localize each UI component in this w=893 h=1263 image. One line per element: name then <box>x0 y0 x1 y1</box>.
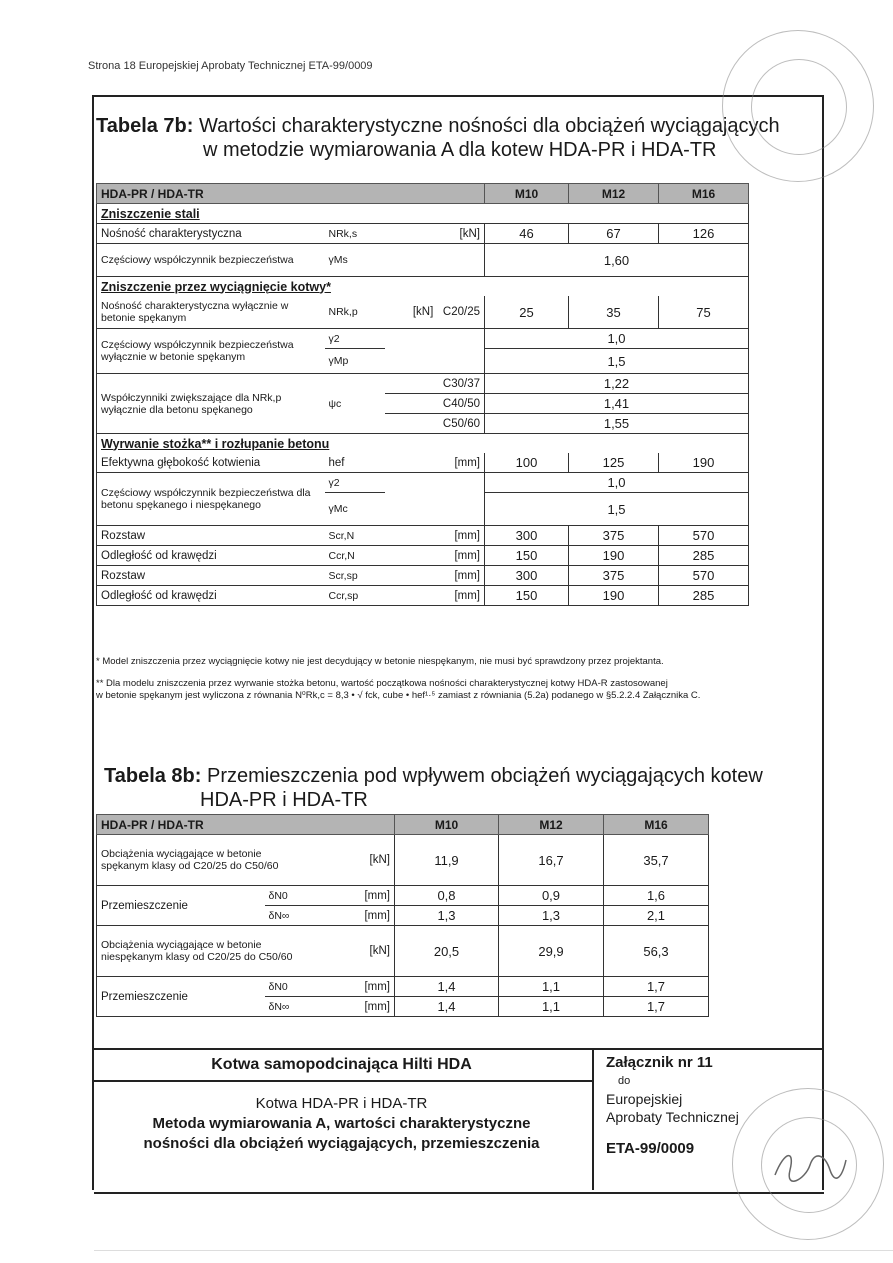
table-row <box>97 526 749 546</box>
section-pullout: Zniszczenie przez wyciągnięcie kotwy* <box>97 277 749 297</box>
frame-right <box>822 95 824 1190</box>
row-symbol: Ccr,N <box>325 546 385 566</box>
cell-value: 300 <box>485 526 569 546</box>
table-row <box>97 926 709 977</box>
table7-size-m10: M10 <box>485 184 569 204</box>
cell-value: 150 <box>485 546 569 566</box>
table-row <box>97 296 749 329</box>
footer-divider-vertical <box>592 1048 594 1190</box>
row-symbol: NRk,p <box>328 306 358 318</box>
cell-value: 1,6 <box>604 886 709 906</box>
table8-title-line2: HDA-PR i HDA-TR <box>200 789 368 811</box>
row-unit: [mm] <box>454 456 480 469</box>
footer-divider-horizontal <box>94 1080 592 1082</box>
row-unit: [mm] <box>385 566 485 586</box>
row-label: Rozstaw <box>97 526 325 546</box>
row-symbol: γMs <box>325 244 385 277</box>
row-label: Nośność charakterystyczna wyłącznie w betonie spękanym <box>97 296 325 329</box>
cell-value: 0,8 <box>395 886 499 906</box>
annex-number: Załącznik nr 11 <box>606 1054 713 1071</box>
table8-title-label: Tabela 8b: <box>104 765 202 787</box>
cell-value: 25 <box>485 296 569 329</box>
table-row <box>97 546 749 566</box>
table-row <box>97 329 749 349</box>
row-label: Przemieszczenie <box>97 977 265 1017</box>
cell-value: 285 <box>659 546 749 566</box>
cell-value: 46 <box>485 224 569 244</box>
cell-value: 190 <box>569 546 659 566</box>
table-row <box>97 835 709 886</box>
section-cone: Wyrwanie stożka** i rozłupanie betonu <box>97 434 749 454</box>
row-symbol: NRk,s <box>325 224 385 244</box>
cell-value: 150 <box>485 586 569 606</box>
cell-value: 1,0 <box>485 473 749 493</box>
row-symbol: δN∞ <box>268 909 290 922</box>
cell-value: 1,3 <box>395 906 499 926</box>
table7-header-row <box>97 184 749 204</box>
table8-size-m12: M12 <box>499 815 604 835</box>
table-row <box>97 374 749 394</box>
table8-col-header: HDA-PR / HDA-TR <box>97 815 395 835</box>
footnotes <box>96 656 746 707</box>
annex-do: do <box>618 1075 631 1087</box>
row-symbol: γ2 <box>325 473 385 493</box>
cell-value: 1,22 <box>485 374 749 394</box>
table-row <box>97 886 709 906</box>
annex-europe: Europejskiej <box>606 1091 683 1107</box>
row-symbol: δN∞ <box>265 997 305 1017</box>
row-label: Odległość od krawędzi <box>97 546 325 566</box>
table8-size-m16: M16 <box>604 815 709 835</box>
table7-title <box>96 114 780 162</box>
cell-value: 190 <box>569 586 659 606</box>
cell-value: 29,9 <box>499 926 604 977</box>
cell-value: 56,3 <box>604 926 709 977</box>
row-symbol: Ccr,sp <box>325 586 385 606</box>
row-unit: [mm] <box>305 997 395 1017</box>
table-row <box>97 244 749 277</box>
cell-value: 2,1 <box>604 906 709 926</box>
page-header: Strona 18 Europejskiej Aprobaty Technicznej ETA-99/0009 <box>88 60 373 72</box>
row-symbol: Scr,sp <box>325 566 385 586</box>
row-symbol: hef <box>328 456 345 469</box>
row-label: Częściowy współczynnik bezpieczeństwa dla betonu spękanego i niespękanego <box>97 473 325 526</box>
row-label: Częściowy współczynnik bezpieczeństwa wyłącznie w betonie spękanym <box>97 329 325 374</box>
annex-eta: ETA-99/0009 <box>606 1140 695 1157</box>
row-class: C50/60 <box>442 417 480 430</box>
footer-product: Kotwa samopodcinająca Hilti HDA <box>211 1056 472 1073</box>
cell-value: 1,1 <box>499 997 604 1017</box>
frame-top <box>92 95 824 97</box>
cell-value: 100 <box>485 453 569 473</box>
cell-value: 11,9 <box>395 835 499 886</box>
annex-approval: Aprobaty Technicznej <box>606 1109 739 1125</box>
row-class: C40/50 <box>385 394 485 414</box>
row-symbol: γMp <box>328 355 349 367</box>
footnote-2b: w betonie spękanym jest wyliczona z równania N⁰Rk,c = 8,3 • √ fck, cube • hef¹·⁵ zamiast z równiania (5.2a) podanego w §5.2.2.4 Załącznika C. <box>96 690 701 701</box>
cell-value: 126 <box>659 224 749 244</box>
table7-size-m16: M16 <box>659 184 749 204</box>
row-unit: [mm] <box>385 546 485 566</box>
row-symbol: γ2 <box>325 329 385 349</box>
row-unit: [mm] <box>364 909 390 922</box>
footer-line2: Metoda wymiarowania A, wartości charakterystyczne <box>152 1115 531 1132</box>
cell-value: 67 <box>569 224 659 244</box>
cell-value: 1,60 <box>485 244 749 277</box>
cell-value: 1,1 <box>499 977 604 997</box>
row-label: Efektywna głębokość kotwienia <box>97 453 325 473</box>
row-label: Rozstaw <box>97 566 325 586</box>
row-label: Odległość od krawędzi <box>97 586 325 606</box>
table-row <box>97 586 749 606</box>
table8-header-row <box>97 815 709 835</box>
row-symbol: Scr,N <box>325 526 385 546</box>
row-label: Nośność charakterystyczna <box>97 224 325 244</box>
footnote-1: * Model zniszczenia przez wyciągnięcie kotwy nie jest decydujący w betonie niespękanym, nie musi być sprawdzony przez projektanta. <box>96 656 664 667</box>
table8-size-m10: M10 <box>395 815 499 835</box>
row-label: Przemieszczenie <box>97 886 265 926</box>
table8-title-line1: Przemieszczenia pod wpływem obciążeń wyciągających kotew <box>207 765 763 787</box>
cell-value: 1,41 <box>485 394 749 414</box>
cell-value: 75 <box>659 296 749 329</box>
row-unit: [mm] <box>385 526 485 546</box>
table8 <box>96 814 709 1017</box>
section-row <box>97 204 749 224</box>
footer-line1: Kotwa HDA-PR i HDA-TR <box>255 1095 428 1112</box>
cell-value: 0,9 <box>499 886 604 906</box>
cell-value: 1,55 <box>485 414 749 434</box>
cell-value: 1,7 <box>604 977 709 997</box>
footnote-2a: ** Dla modelu zniszczenia przez wyrwanie stożka betonu, wartość początkowa nośności charakterystycznej kotwy HDA-R zastosowanej <box>96 678 668 689</box>
table8-title <box>104 764 763 812</box>
cell-value: 1,5 <box>485 493 749 526</box>
cell-value: 35,7 <box>604 835 709 886</box>
cell-value: 35 <box>569 296 659 329</box>
table7-title-line1: Wartości charakterystyczne nośności dla obciążeń wyciągających <box>199 115 780 137</box>
cell-value: 1,5 <box>485 349 749 374</box>
row-symbol: δN0 <box>265 886 305 906</box>
cell-value: 16,7 <box>499 835 604 886</box>
row-unit-class <box>385 296 485 329</box>
signature-icon <box>770 1140 850 1190</box>
footer-description <box>94 1094 589 1154</box>
cell-value: 20,5 <box>395 926 499 977</box>
row-label: Współczynniki zwiększające dla NRk,p wyłącznie dla betonu spękanego <box>97 374 325 434</box>
cell-value: 570 <box>659 526 749 546</box>
cell-value: 1,4 <box>395 977 499 997</box>
row-symbol: δN0 <box>265 977 305 997</box>
cell-value: 375 <box>569 526 659 546</box>
footer-line3: nośności dla obciążeń wyciągających, przemieszczenia <box>143 1135 540 1152</box>
row-symbol: ψc <box>325 374 385 434</box>
cell-value: 1,0 <box>485 329 749 349</box>
table-row <box>97 224 749 244</box>
table7-col-header: HDA-PR / HDA-TR <box>97 184 485 204</box>
page-bottom-line <box>94 1250 893 1251</box>
row-symbol: γMc <box>328 503 348 515</box>
table-row <box>97 473 749 493</box>
row-unit: [mm] <box>385 586 485 606</box>
section-row <box>97 277 749 297</box>
row-unit: [mm] <box>305 977 395 997</box>
cell-value: 1,7 <box>604 997 709 1017</box>
row-unit: [kN] <box>369 854 390 866</box>
table-row <box>97 566 749 586</box>
row-unit: [kN] <box>385 224 485 244</box>
section-steel: Zniszczenie stali <box>97 204 749 224</box>
cell-value: 190 <box>659 453 749 473</box>
cell-value: 570 <box>659 566 749 586</box>
table7 <box>96 183 749 606</box>
cell-value: 125 <box>569 453 659 473</box>
frame-left <box>92 95 94 1190</box>
table7-title-line2: w metodzie wymiarowania A dla kotew HDA-PR i HDA-TR <box>203 139 717 161</box>
row-class: C30/37 <box>385 374 485 394</box>
row-label: Częściowy współczynnik bezpieczeństwa <box>97 244 325 277</box>
stamp-top-seal <box>722 30 874 182</box>
table7-size-m12: M12 <box>569 184 659 204</box>
section-row <box>97 434 749 454</box>
cell-value: 1,4 <box>395 997 499 1017</box>
row-class: C20/25 <box>442 306 480 318</box>
cell-value: 285 <box>659 586 749 606</box>
cell-value: 1,3 <box>499 906 604 926</box>
row-label: Obciążenia wyciągające w betonie spękanym klasy od C20/25 do C50/60 <box>97 835 305 886</box>
cell-value: 300 <box>485 566 569 586</box>
table-row <box>97 453 749 473</box>
row-unit: [mm] <box>305 886 395 906</box>
row-unit: [kN] <box>412 306 434 318</box>
cell-value: 375 <box>569 566 659 586</box>
row-label: Obciążenia wyciągające w betonie niespękanym klasy od C20/25 do C50/60 <box>97 926 305 977</box>
row-unit: [kN] <box>305 926 395 977</box>
table-row <box>97 977 709 997</box>
table7-title-label: Tabela 7b: <box>96 115 194 137</box>
